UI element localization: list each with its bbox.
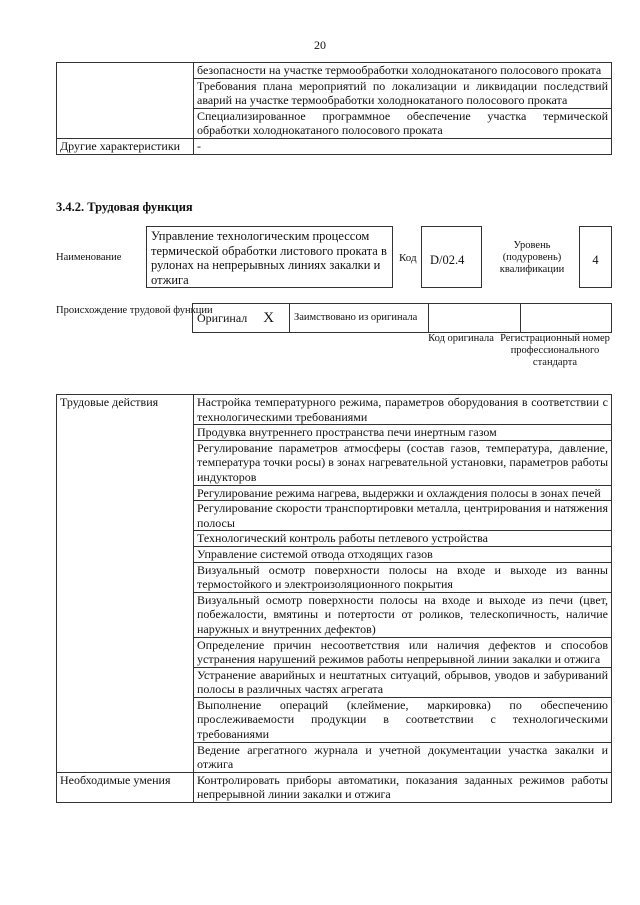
borrowed-label: Заимствовано из оригинала (290, 304, 429, 333)
original-label (193, 304, 290, 333)
knowledge-item: безопасности на участке термообработки холоднокатаного полосового проката (194, 63, 612, 79)
code-original-cell (429, 304, 521, 333)
reg-number-cell (520, 304, 612, 333)
action-item: Определение причин несоответствия или наличия дефектов и способов устранения нарушений режимов работы непрерывной линии закалки и отжига (194, 637, 612, 667)
empty-label-cell (57, 63, 194, 139)
reg-number-label: Регистрационный номер профессионального стандарта (500, 333, 610, 368)
actions-row (57, 395, 612, 425)
action-item: Визуальный осмотр поверхности полосы на входе и выходе из печи (цвет, побежалости, вмятины и потертости от роликов, телескопичность, наличие наружных и внутренних дефектов) (194, 592, 612, 637)
original-text: Оригинал (197, 310, 248, 325)
qualification-level-label: Уровень (подуровень) квалификации (499, 240, 565, 275)
action-item: Управление системой отвода отходящих газов (194, 546, 612, 562)
knowledge-item: Требования плана мероприятий по локализации и ликвидации последствий аварий на участке термообработки холоднокатаного полосового проката (194, 78, 612, 108)
other-characteristics-label: Другие характеристики (57, 138, 194, 154)
action-item: Технологический контроль работы петлевого устройства (194, 531, 612, 547)
action-item: Продувка внутреннего пространства печи инертным газом (194, 425, 612, 441)
action-item: Регулирование параметров атмосферы (состав газов, температура, давление, температура точки росы) в зонах нагревательной установки, параметров работы индукторов (194, 440, 612, 485)
name-label: Наименование (56, 252, 122, 263)
code-value: D/02.4 (421, 226, 482, 288)
action-item: Регулирование режима нагрева, выдержки и охлаждения полосы в зонах печей (194, 485, 612, 501)
origin-label: Происхождение трудовой функции (56, 305, 213, 316)
section-title: 3.4.2. Трудовая функция (56, 200, 193, 214)
origin-table (192, 303, 612, 333)
action-item: Регулирование скорости транспортировки металла, центрирования и натяжения полосы (194, 501, 612, 531)
page-number: 20 (314, 38, 326, 52)
skill-item: Контролировать приборы автоматики, показания заданных режимов работы непрерывной линии закалки и отжига (194, 772, 612, 802)
code-label: Код (399, 252, 417, 264)
code-original-label: Код оригинала (428, 333, 494, 344)
knowledge-item: Специализированное программное обеспечение участка термической обработки холоднокатаного полосового проката (194, 108, 612, 138)
action-item: Настройка температурного режима, параметров оборудования в соответствии с технологическими требованиями (194, 395, 612, 425)
qualification-level-value: 4 (579, 226, 612, 288)
action-item: Выполнение операций (клеймение, маркировка) по обеспечению прослеживаемости продукции в соответствии с технологическими требованиями (194, 697, 612, 742)
skills-label: Необходимые умения (57, 772, 194, 802)
action-item: Визуальный осмотр поверхности полосы на входе и выходе из ванны термостойкого и электроизоляционного покрытия (194, 562, 612, 592)
original-mark: X (263, 309, 275, 326)
skills-row (57, 772, 612, 802)
other-characteristics-value: - (194, 138, 612, 154)
actions-table (56, 394, 612, 803)
action-item: Устранение аварийных и нештатных ситуаций, обрывов, уводов и забуриваний полосы в различных частях агрегата (194, 667, 612, 697)
knowledge-table-continued (56, 62, 612, 155)
actions-label: Трудовые действия (57, 395, 194, 773)
function-name-value: Управление технологическим процессом термической обработки листового проката в рулонах на непрерывных линиях закалки и отжига (146, 226, 393, 288)
action-item: Ведение агрегатного журнала и учетной документации участка закалки и отжига (194, 742, 612, 772)
